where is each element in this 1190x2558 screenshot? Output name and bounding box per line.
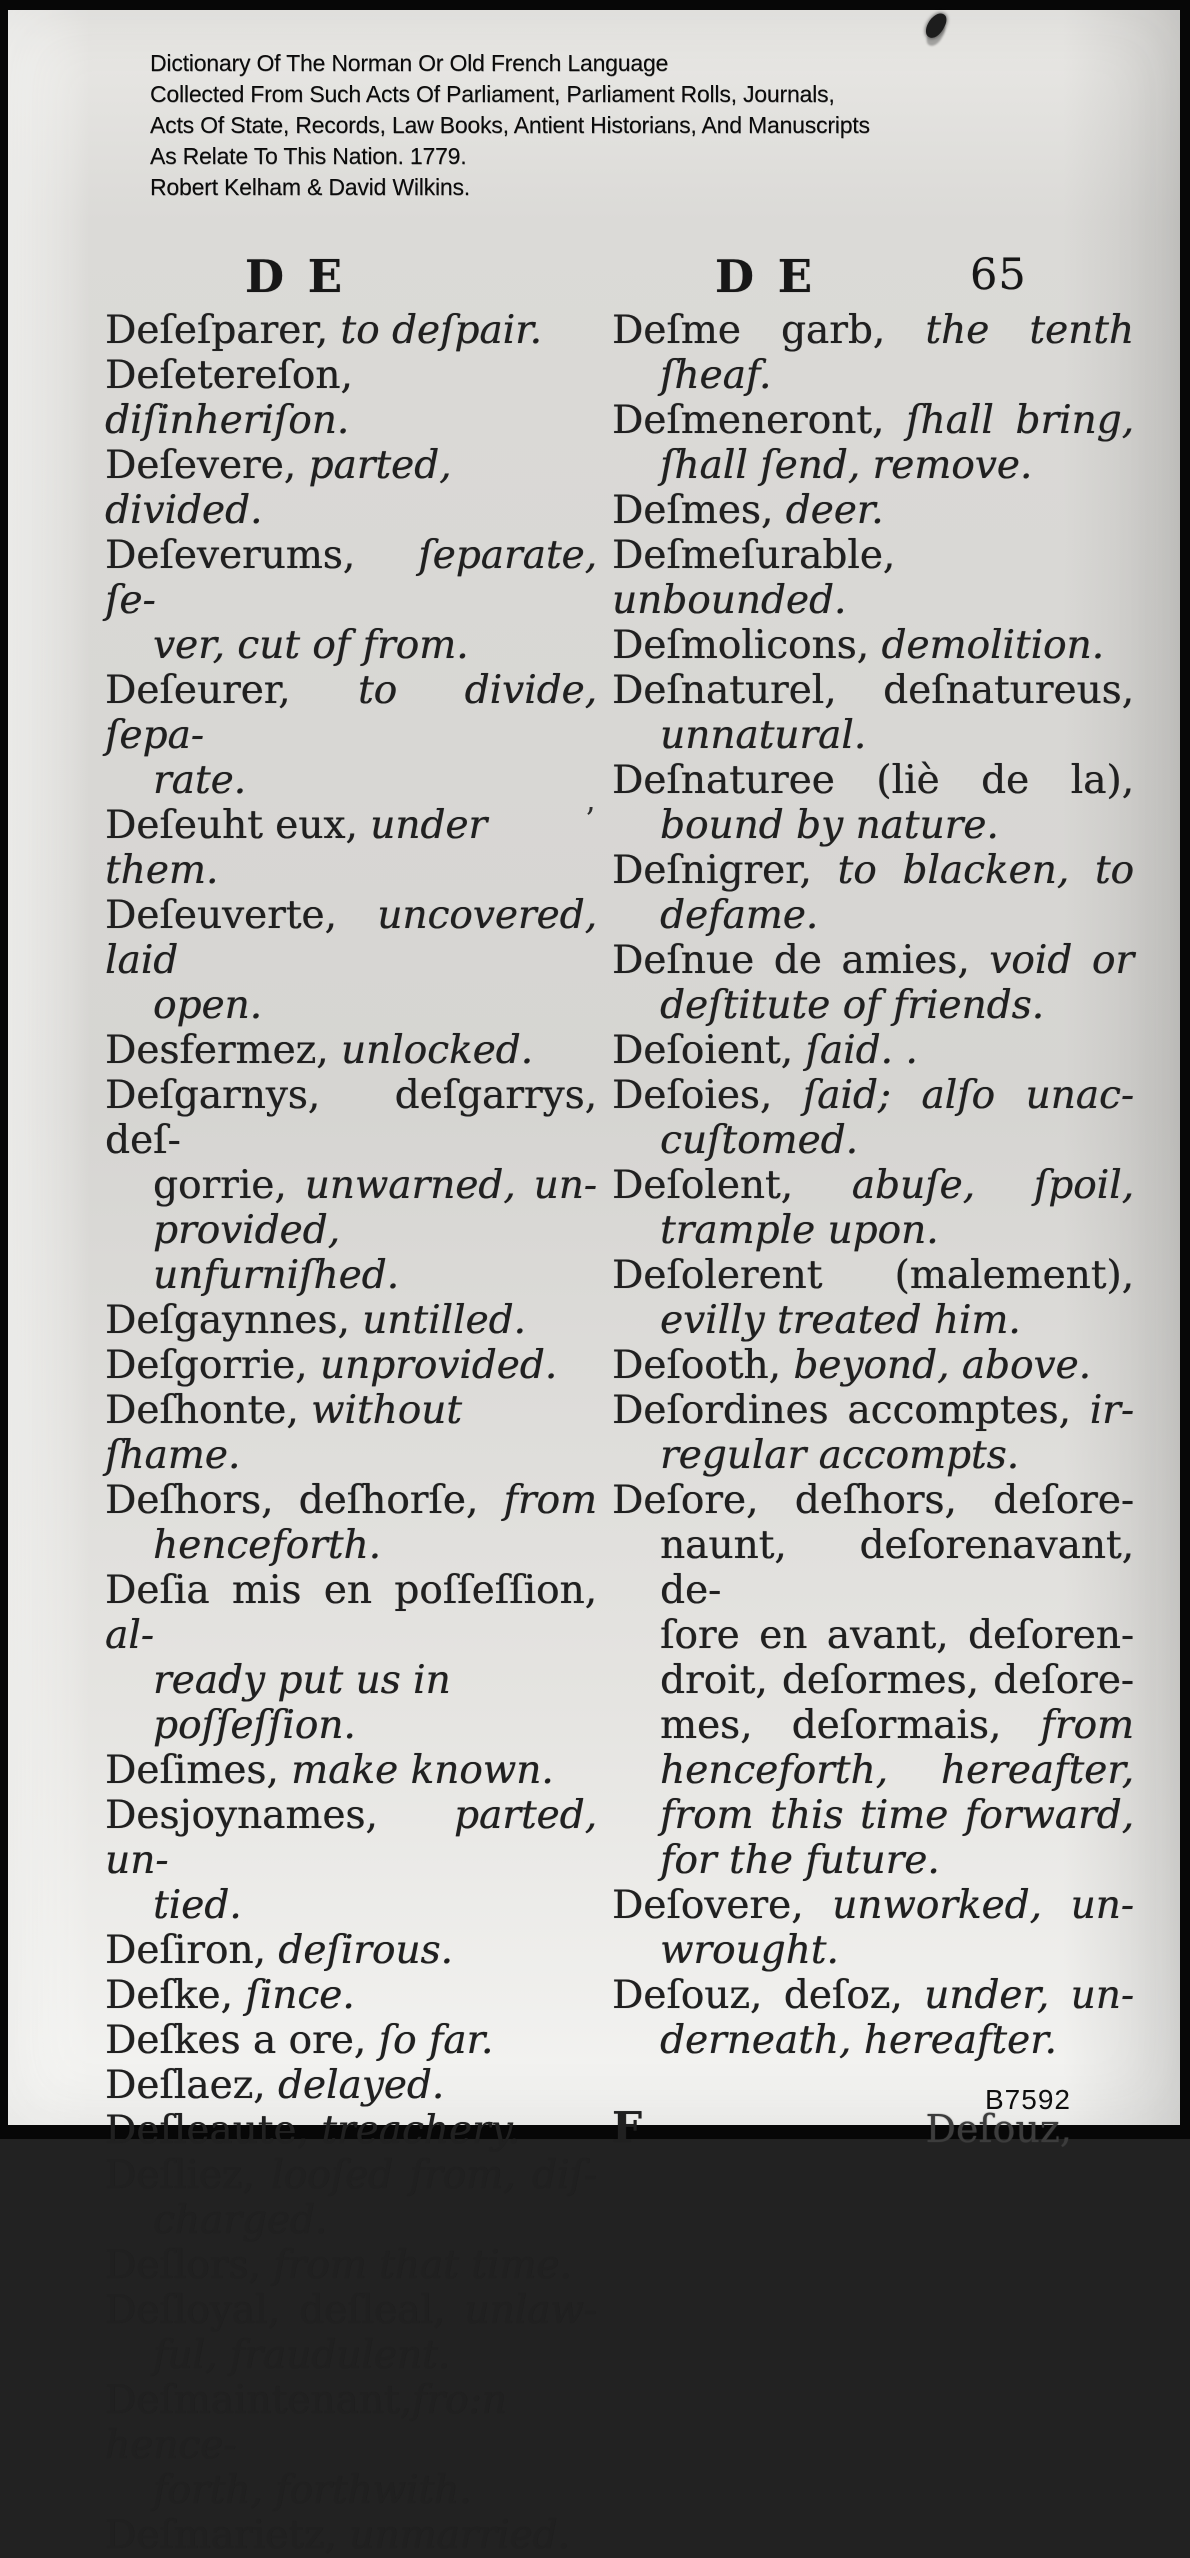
dictionary-entry [105,2108,597,2153]
headword-text: Deſhonte, [105,1388,312,1433]
entry-line [612,533,1134,623]
headword-text: Deſmeneront, [612,398,907,443]
headword-text: Deſliez, [105,2153,272,2198]
definition-text: ir- [1089,1388,1134,1433]
entry-line [612,1703,1134,1748]
headword-text: droit, deſormes, deſore- [660,1658,1134,1703]
headword-text: Deſore, deſhors, deſore- [612,1478,1134,1523]
entry-line [612,803,1134,848]
headword-text: Deſevere, [105,443,309,488]
dictionary-entry [105,443,597,533]
definition-text: rate. [153,758,247,803]
definition-text: make known. [291,1748,554,1793]
headword-text: Deſovere, [612,1883,833,1928]
right-column-entries [612,308,1134,2063]
definition-text: al- [105,1613,154,1658]
dictionary-entry [105,1298,597,1343]
entry-line [105,2513,597,2558]
headword-text: Deſeurer, [105,668,358,713]
entry-line [612,353,1134,398]
headword-text: Deſiron, [105,1928,279,1973]
entry-line [105,1928,597,1973]
definition-text: unwarned, un- [304,1163,597,1208]
definition-text: unmarried. [349,2513,570,2558]
headword-text: Deſeuverte, [105,893,378,938]
dictionary-entry [612,758,1134,848]
definition-text: deſtitute of friends. [660,983,1045,1028]
entry-line [105,1208,597,1298]
headword-text: Deſlaez, [105,2063,278,2108]
entry-line [105,1658,597,1748]
definition-text: from that time. [273,2243,572,2288]
entry-line [612,1883,1134,1928]
definition-text: uncovered, laid [105,893,597,983]
dictionary-entry [105,1478,597,1568]
entry-line [105,2198,597,2243]
headword-text: Deſgorrie, [105,1343,320,1388]
dictionary-entry [105,1928,597,1973]
definition-text: unbounded. [612,578,847,623]
dictionary-entry [612,488,1134,533]
entry-line [105,2243,597,2288]
right-column [612,308,1134,2152]
definition-text: forth, forthwith. [153,2468,472,2513]
dictionary-entry [105,2243,597,2288]
dictionary-entry [105,1748,597,1793]
definition-text: from [503,1478,597,1523]
dictionary-entry [612,1343,1134,1388]
definition-text: void or [989,938,1134,983]
headword-text: Deſolerent (malement), [612,1253,1134,1298]
dictionary-entry [105,1343,597,1388]
shelfmark-label: B7592 [985,2084,1071,2115]
dictionary-entry [612,1883,1134,1973]
headword-text: Deſia mis en poſſeſſion, [105,1568,597,1613]
definition-text: delayed. [277,2063,445,2108]
left-column [105,308,597,2558]
paper-background [8,10,1180,2558]
entry-line [105,1568,597,1658]
definition-text: from [1040,1703,1134,1748]
definition-text: beyond, above. [793,1343,1091,1388]
dictionary-entry [612,623,1134,668]
entry-line [612,488,1134,533]
definition-text: open. [153,983,263,1028]
dictionary-entry [105,1568,597,1748]
ink-speck: ’ [585,800,596,838]
headword-text: Deſmeſurable, [612,533,896,578]
entry-line [612,1478,1134,1523]
entry-line [105,893,597,983]
definition-text: provided, unfurniſhed. [153,1208,400,1298]
definition-text: under them. [105,803,488,893]
entry-line [612,983,1134,1028]
definition-text: defame. [660,893,819,938]
definition-text: tied. [153,1883,242,1928]
dictionary-entry [105,2018,597,2063]
entry-line [105,1343,597,1388]
definition-text: ſhall ſend, remove. [660,443,1033,488]
definition-text: wrought. [660,1928,839,1973]
entry-line [612,1928,1134,1973]
headword-text: Deſke, [105,1973,246,2018]
entry-line [612,713,1134,758]
headword-text: Deſhors, deſhorſe, [105,1478,504,1523]
source-citation [150,48,870,203]
entry-line [612,1973,1134,2018]
headword-text: Deſimes, [105,1748,292,1793]
entry-line [612,1523,1134,1613]
citation-line: Robert Kelham & David Wilkins. [150,174,470,200]
headword-text: Deſnue de amies, [612,938,990,983]
dictionary-entry [612,398,1134,488]
entry-line [105,1163,597,1208]
definition-text: for the future. [660,1838,940,1883]
headword-text: Deſetereſon, [105,353,353,398]
headword-text: Deſooth, [612,1343,794,1388]
entry-line [105,2288,597,2333]
headword-text: Deſeuht eux, [105,803,371,848]
dictionary-entry [105,893,597,1028]
headword-text: Deſnaturel, deſnatureus, [612,668,1134,713]
definition-text: abuſe, ſpoil, [851,1163,1134,1208]
dictionary-entry [612,1253,1134,1343]
dictionary-entry [612,1028,1134,1073]
entry-line [612,938,1134,983]
headword-text: Desfermez, [105,1028,341,1073]
definition-text: evilly treated him. [660,1298,1021,1343]
headword-text: Deſmaintenant, [105,2378,412,2423]
entry-line [105,1748,597,1793]
headword-text: ſore en avant, deſoren- [660,1613,1134,1658]
definition-text: ver, cut of from. [153,623,469,668]
dictionary-entry [105,2378,597,2513]
dictionary-entry [612,1388,1134,1478]
definition-text: cuſtomed. [660,1118,858,1163]
definition-text: regular accompts. [660,1433,1020,1478]
headword-text: Deſeſparer, [105,308,341,353]
headword-text: Deſkes a ore, [105,2018,379,2063]
definition-text: to divide, ſepa- [105,668,598,758]
entry-line [612,1658,1134,1703]
dictionary-entry [612,848,1134,938]
dictionary-entry [105,2513,597,2558]
headword-text: Deſme garb, [612,308,926,353]
definition-text: ful, fraudulent. [153,2333,451,2378]
entry-line [612,1118,1134,1163]
dictionary-entry [105,668,597,803]
definition-text: parted, divided. [105,443,452,533]
definition-text: from this time forward, [660,1793,1134,1838]
definition-text: to blacken, to [837,848,1135,893]
definition-text: ſince. [245,1973,355,2018]
entry-line [612,1343,1134,1388]
definition-text: untilled. [362,1298,526,1343]
headword-text: gorrie, [153,1163,305,1208]
definition-text: derneath, hereafter. [660,2018,1057,2063]
dictionary-entry [105,2063,597,2108]
dictionary-entry [105,1073,597,1298]
headword-text: Deſmolicons, [612,623,882,668]
citation-line: Collected From Such Acts Of Parliament, Parliament Rolls, Journals, [150,81,835,107]
entry-line [612,848,1134,893]
definition-text: to deſpair. [340,308,542,353]
definition-text: unlocked. [340,1028,534,1073]
headword-text: Deſouz, deſoz, [612,1973,925,2018]
definition-text: bound by nature. [660,803,999,848]
headword-text: Deſnaturee (liè de la), [612,758,1134,803]
entry-line [105,1388,597,1478]
entry-line [612,1433,1134,1478]
headword-text: mes, deſormais, [660,1703,1041,1748]
definition-text: trample upon. [660,1208,939,1253]
entry-line [612,1163,1134,1208]
entry-line [105,353,597,443]
entry-line [105,2063,597,2108]
dictionary-entry [105,2153,597,2243]
dictionary-entry [612,1073,1134,1163]
entry-line [105,1973,597,2018]
definition-text: parted, un- [105,1793,597,1883]
dictionary-entry [612,533,1134,623]
headword-text: Deſoient, [612,1028,806,1073]
dictionary-entry [105,1028,597,1073]
definition-text: charged. [153,2198,328,2243]
dictionary-entry [612,308,1134,398]
dictionary-entry [105,1973,597,2018]
entry-line [612,623,1134,668]
entry-line [612,1388,1134,1433]
dictionary-entry [612,1478,1134,1883]
entry-line [105,2018,597,2063]
page-number: 65 [970,250,1027,300]
entry-line [612,398,1134,443]
definition-text: ſaid. . [805,1028,918,1073]
entry-line [612,668,1134,713]
dictionary-entry [612,1163,1134,1253]
headword-text: Deſgaynnes, [105,1298,363,1343]
definition-text: ſheaf. [660,353,772,398]
definition-text: looſed from, diſ- [271,2153,597,2198]
headword-text: Deſoies, [612,1073,803,1118]
entry-line [612,1838,1134,1883]
entry-line [105,2153,597,2198]
dictionary-entry [612,938,1134,1028]
citation-line: Acts Of State, Records, Law Books, Antient Historians, And Manuscripts [150,112,870,138]
entry-line [105,668,597,758]
definition-text: unprovided. [319,1343,558,1388]
entry-line [612,1748,1134,1793]
entry-line [105,1073,597,1163]
headword-text: naunt, deſorenavant, de- [660,1523,1134,1613]
headword-text: Deſeverums, [105,533,419,578]
running-head [8,250,1180,302]
entry-line [612,1613,1134,1658]
definition-text: the tenth [925,308,1134,353]
entry-line [612,2018,1134,2063]
entry-line [105,1478,597,1523]
entry-line [105,803,597,893]
definition-text: ſeparate, ſe- [105,533,597,623]
headword-text: Deſordines accomptes, [612,1388,1090,1433]
entry-line [105,2378,597,2468]
definition-text: under, un- [924,1973,1134,2018]
citation-line: As Relate To This Nation. 1779. [150,143,467,169]
entry-line [612,443,1134,488]
dictionary-entry [105,308,597,353]
definition-text: treachery. [321,2108,520,2153]
entry-line [612,758,1134,803]
headword-text: Deſleaute, [105,2108,322,2153]
entry-line [612,1298,1134,1343]
entry-line [612,308,1134,353]
entry-line [612,1793,1134,1838]
definition-text: henceforth, hereafter, [660,1748,1134,1793]
entry-line [105,758,597,803]
dictionary-entry [612,668,1134,758]
entry-line [612,1028,1134,1073]
entry-line [105,1028,597,1073]
entry-line [612,893,1134,938]
definition-text: unnatural. [660,713,867,758]
dictionary-entry [105,1793,597,1928]
catchword: Deſouz, [925,2107,1072,2151]
dictionary-entry [105,533,597,668]
definition-text: without ſhame. [105,1388,462,1478]
definition-text: diſinheriſon. [105,398,350,443]
definition-text: deer. [785,488,884,533]
definition-text: unworked, un- [832,1883,1134,1928]
entry-line [105,1793,597,1883]
dictionary-entry [105,1388,597,1478]
entry-line [105,1883,597,1928]
definition-text: henceforth. [153,1523,381,1568]
running-head-right: D E [715,250,816,303]
definition-text: ready put us in poſſeſſion. [153,1658,451,1748]
entry-line [105,623,597,668]
entry-line [105,308,597,353]
entry-line [105,1298,597,1343]
entry-line [105,2333,597,2378]
definition-text: ſo far. [378,2018,494,2063]
entry-line [105,443,597,533]
headword-text: Deſolent, [612,1163,852,1208]
signature-mark: F [612,2103,642,2152]
entry-line [105,2468,597,2513]
entry-line [105,983,597,1028]
definition-text: demolition. [881,623,1105,668]
definition-text: unlaw- [464,2288,597,2333]
headword-text: Deſmes, [612,488,786,533]
definition-text: ſhall bring, [906,398,1134,443]
citation-line: Dictionary Of The Norman Or Old French Language [150,50,669,76]
headword-text: Deſnigrer, [612,848,838,893]
headword-text: Deſgarnys, deſgarrys, deſ- [105,1073,597,1163]
headword-text: Desjoynames, [105,1793,455,1838]
headword-text: Deſmarietz, [105,2513,350,2558]
definition-text: deſirous. [278,1928,453,1973]
entry-line [612,1253,1134,1298]
definition-text: fro:n hence- [105,2378,507,2468]
dictionary-entry [105,2288,597,2378]
running-head-left: D E [245,250,346,303]
dictionary-entry [105,803,597,893]
definition-text: ſaid; alſo unac- [802,1073,1134,1118]
entry-line [612,1208,1134,1253]
headword-text: Deſlors, [105,2243,274,2288]
dictionary-entry [105,353,597,443]
entry-line [105,1523,597,1568]
entry-line [105,2108,597,2153]
entry-line [612,1073,1134,1118]
headword-text: Deſloyal, deſleal, [105,2288,465,2333]
dictionary-entry [612,1973,1134,2063]
entry-line [105,533,597,623]
